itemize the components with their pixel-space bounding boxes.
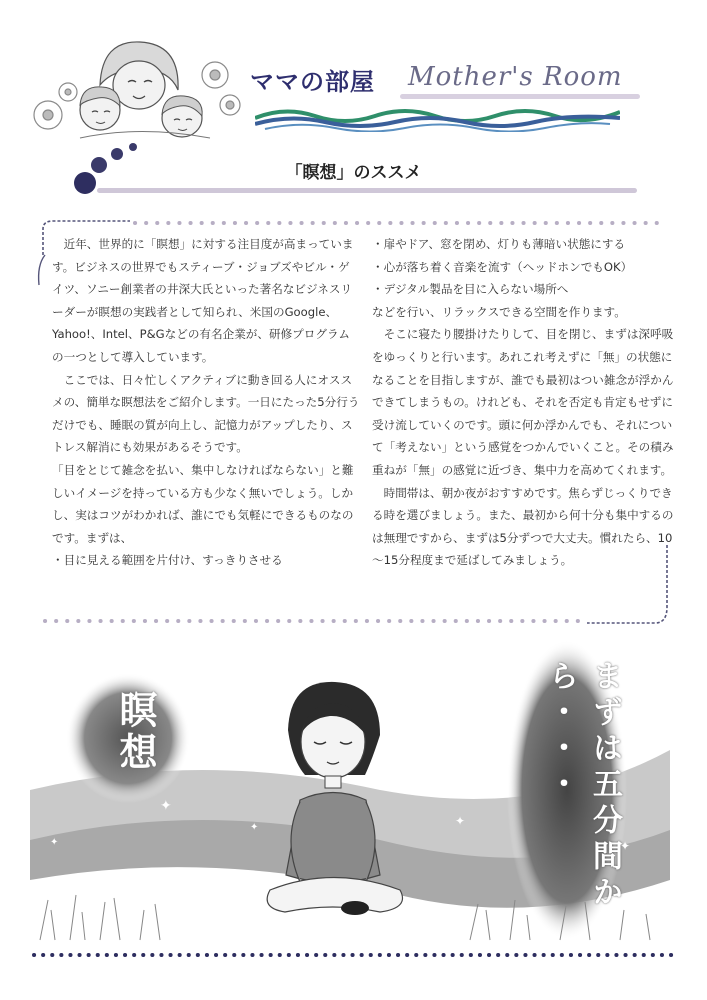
bullet-door: ・扉やドア、窓を閉め、灯りも薄暗い状態にする <box>372 237 626 251</box>
bullet-digital: ・デジタル製品を目に入らない場所へ <box>372 282 569 297</box>
illustration-title-meditation: 瞑想 <box>113 690 158 774</box>
svg-text:✦: ✦ <box>250 822 259 833</box>
paragraph-relax: などを行い、リラックスできる空間を作ります。 <box>372 304 626 319</box>
wave-decoration <box>255 104 620 132</box>
svg-text:✦: ✦ <box>455 814 466 828</box>
illustration-caption-five-minutes: まずは五分間から・・・ <box>543 660 622 912</box>
column-title: ママの部屋 <box>250 68 375 96</box>
paragraph-timing: 時間帯は、朝か夜がおすすめです。焦らずじっくりできる時を選びましょう。また、最初から何十分も集中するのは無理ですから、まずは5分ずつで大丈夫。慣れたら、10～15分程度まで延ばしてみましょう。 <box>372 485 674 568</box>
bullet-tidy: ・目に見える範囲を片付け、すっきりさせる <box>52 553 283 568</box>
article-title: 「瞑想」のススメ <box>285 163 422 183</box>
bullet-music: ・心が落ち着く音楽を流す（ヘッドホンでもOK） <box>372 259 633 274</box>
title-divider <box>65 138 645 198</box>
paragraph-intro: 近年、世界的に「瞑想」に対する注目度が高まっています。ビジネスの世界でもスティーブ・ジョブズやビル・ゲイツ、ソニー創業者の井深大氏といった著名なビジネスリーダーが瞑想の実践者として知られ、米国のGoogle、Yahoo!、Intel、P&Gなどの有名企業が、研修プログラムの一つとして導入しています。 <box>52 237 354 364</box>
svg-text:✦: ✦ <box>160 798 172 814</box>
column-title-english: Mother's Room <box>408 62 623 92</box>
svg-text:✦: ✦ <box>50 837 59 848</box>
article-left-column <box>52 233 360 572</box>
article-right-column <box>372 233 680 572</box>
paragraph-method: ここでは、日々忙しくアクティブに動き回る人にオススメの、簡単な瞑想法をご紹介します。一日にたった5分行うだけでも、睡眠の質が向上し、記憶力がアップしたり、ストレス解消にも効果があるそうです。 <box>52 372 360 455</box>
paragraph-breathing: そこに寝たり腰掛けたりして、目を閉じ、まずは深呼吸をゆっくりと行います。あれこれ考えずに「無」の状態になることを目指しますが、誰でも最初はつい雑念が浮かんできてしまうもの。けれども、それを否定も肯定もせずに受け流していくのです。頭に何か浮かんでも、それについて「考えない」という感覚をつかんでいくこと。その積み重ねが「無」の感覚に近づき、集中力を高めてくれます。 <box>372 327 674 477</box>
svg-text:✦: ✦ <box>620 839 631 853</box>
header-family-illustration <box>20 30 245 140</box>
footer-dotted-line <box>30 950 680 960</box>
svg-text:✦: ✦ <box>620 897 629 908</box>
paragraph-difficulty: 「目をとじて雑念を払い、集中しなければならない」と難しいイメージを持っている方も少なく無いでしょう。しかし、実はコツがわかれば、誰にでも気軽にできるものなのです。まずは、 <box>52 462 354 545</box>
title-underline <box>400 94 640 99</box>
